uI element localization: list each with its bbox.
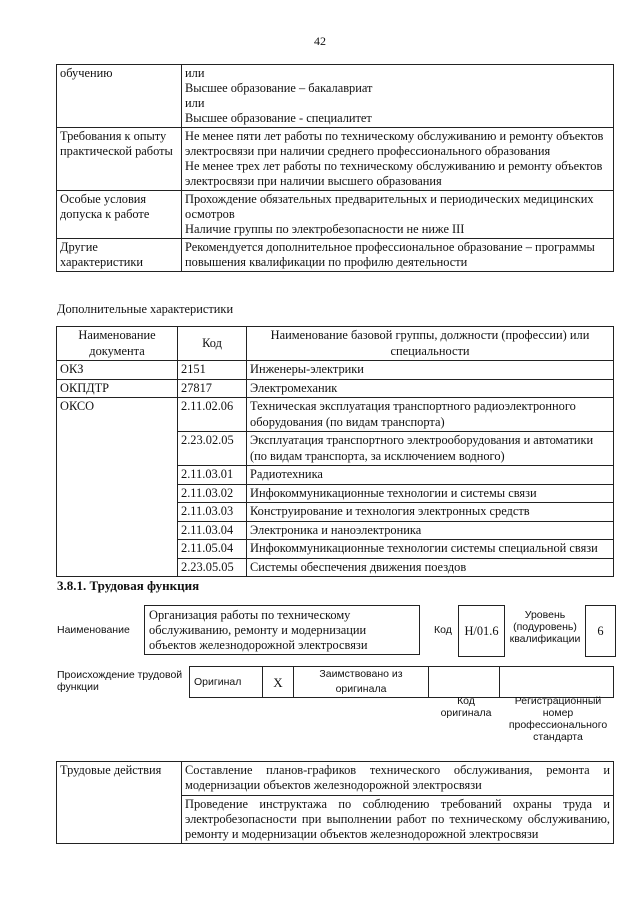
row-content: Не менее пяти лет работы по техническому обслуживанию и ремонту объектов электросвязи при наличии среднего профессионального образования Не менее трех лет работы по техническому обслуживанию и ремонту объектов электросвязи при наличии высшего образования xyxy=(182,128,614,191)
table-row xyxy=(57,128,614,191)
origin-label: Происхождение трудовой функции xyxy=(57,669,183,693)
row-content: Рекомендуется дополнительное профессиональное образование – программы повышения квалификации по профилю деятельности xyxy=(182,239,614,272)
list-item: Составление планов-графиков технического обслуживания, ремонта и модернизации объектов железнодорожной электросвязи xyxy=(182,762,614,796)
table-row xyxy=(57,65,614,128)
table-row: 2.11.03.02 Инфокоммуникационные технологии и системы связи xyxy=(57,484,614,503)
code-value: H/01.6 xyxy=(458,605,505,657)
actions-table xyxy=(56,761,614,844)
reg-number-label: Регистрационный номер профессионального стандарта xyxy=(508,695,608,743)
page-number: 42 xyxy=(314,34,326,48)
row-label: Особые условия допуска к работе xyxy=(57,191,182,239)
table-row: 2.11.03.04 Электроника и наноэлектроника xyxy=(57,521,614,540)
additional-table xyxy=(56,326,614,577)
table-row: ОКЗ 2151 Инженеры-электрики xyxy=(57,361,614,380)
row-label: Другие характеристики xyxy=(57,239,182,272)
table-row xyxy=(190,667,614,698)
table-row: 2.11.05.04 Инфокоммуникационные технологии системы специальной связи xyxy=(57,540,614,559)
level-value: 6 xyxy=(585,605,616,657)
row-content: Прохождение обязательных предварительных и периодических медицинских осмотров Наличие группы по электробезопасности не ниже III xyxy=(182,191,614,239)
table-header-row xyxy=(57,327,614,361)
origin-code-label: Код оригинала xyxy=(440,695,492,719)
actions-label: Трудовые действия xyxy=(57,762,182,844)
function-heading: 3.8.1. Трудовая функция xyxy=(57,578,200,593)
table-row: 2.11.03.01 Радиотехника xyxy=(57,466,614,485)
header-name: Наименование базовой группы, должности (профессии) или специальности xyxy=(247,327,614,361)
row-label: обучению xyxy=(57,65,182,128)
function-name-box: Организация работы по техническому обслуживанию, ремонту и модернизации объектов железнодорожной электросвязи xyxy=(144,605,420,655)
section-title: Дополнительные характеристики xyxy=(57,302,234,316)
row-label: Требования к опыту практической работы xyxy=(57,128,182,191)
header-code: Код xyxy=(178,327,247,361)
row-content: или Высшее образование – бакалавриат или Высшее образование - специалитет xyxy=(182,65,614,128)
table-row xyxy=(57,191,614,239)
original-label: Оригинал xyxy=(190,667,263,698)
name-label: Наименование xyxy=(57,624,130,636)
table-row: ОКПДТР 27817 Электромеханик xyxy=(57,379,614,398)
requirements-table xyxy=(56,64,614,272)
table-row: 2.23.05.05 Системы обеспечения движения поездов xyxy=(57,558,614,577)
table-row: 2.11.03.03 Конструирование и технология электронных средств xyxy=(57,503,614,522)
table-row xyxy=(57,762,614,796)
table-row: 2.23.02.05 Эксплуатация транспортного электрооборудования и автоматики (по видам транспорта, за исключением водного) xyxy=(57,432,614,466)
level-label: Уровень (подуровень) квалификации xyxy=(509,609,581,645)
table-row: ОКСО 2.11.02.06 Техническая эксплуатация транспортного радиоэлектронного оборудования (по видам транспорта) xyxy=(57,398,614,432)
origin-table xyxy=(189,666,614,698)
original-mark: X xyxy=(263,667,294,698)
list-item: Проведение инструктажа по соблюдению требований охраны труда и электробезопасности при выполнении работ по техническому обслуживанию, ремонту и модернизации объектов железнодорожной электросвязи xyxy=(182,795,614,844)
borrowed-label: Заимствовано из оригинала xyxy=(294,667,429,698)
table-row xyxy=(57,239,614,272)
header-doc: Наименование документа xyxy=(57,327,178,361)
code-label: Код xyxy=(434,624,452,636)
